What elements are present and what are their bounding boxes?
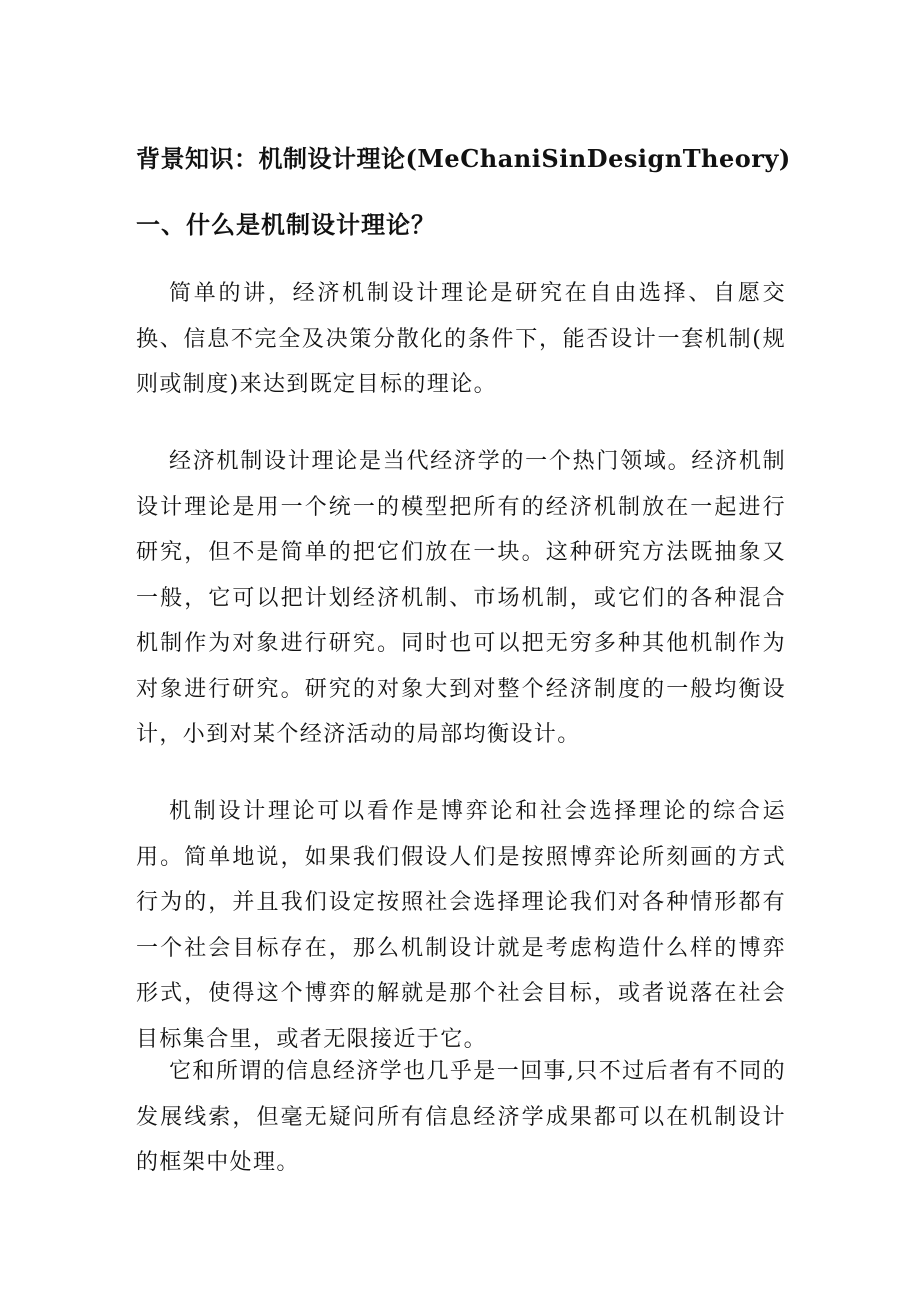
paragraph-3: 机制设计理论可以看作是博弈论和社会选择理论的综合运用。简单地说，如果我们假设人们是按照博弈论所刻画的方式行为的，并且我们设定按照社会选择理论我们对各种情形都有一个社会目标存在，那么机制设计就是考虑构造什么样的博弈形式，使得这个博弈的解就是那个社会目标，或者说落在社会目标集合里，或者无限接近于它。 (136, 799, 786, 1052)
document-title: 背景知识：机制设计理论(MeChaniSinDesignTheory) (136, 144, 791, 173)
paragraph-2: 经济机制设计理论是当代经济学的一个热门领域。经济机制设计理论是用一个统一的模型把所有的经济机制放在一起进行研究，但不是简单的把它们放在一块。这种研究方法既抽象又一般，它可以把计划经济机制、市场机制，或它们的各种混合机制作为对象进行研究。同时也可以把无穷多种其他机制作为对象进行研究。研究的对象大到对整个经济制度的一般均衡设计，小到对某个经济活动的局部均衡设计。 (136, 449, 786, 747)
paragraph-1: 简单的讲，经济机制设计理论是研究在自由选择、自愿交换、信息不完全及决策分散化的条件下，能否设计一套机制(规则或制度)来达到既定目标的理论。 (136, 281, 786, 397)
section-heading: 一、什么是机制设计理论？ (136, 210, 436, 239)
paragraph-4: 它和所谓的信息经济学也几乎是一回事,只不过后者有不同的发展线索，但毫无疑问所有信息经济学成果都可以在机制设计的框架中处理。 (136, 1059, 786, 1175)
